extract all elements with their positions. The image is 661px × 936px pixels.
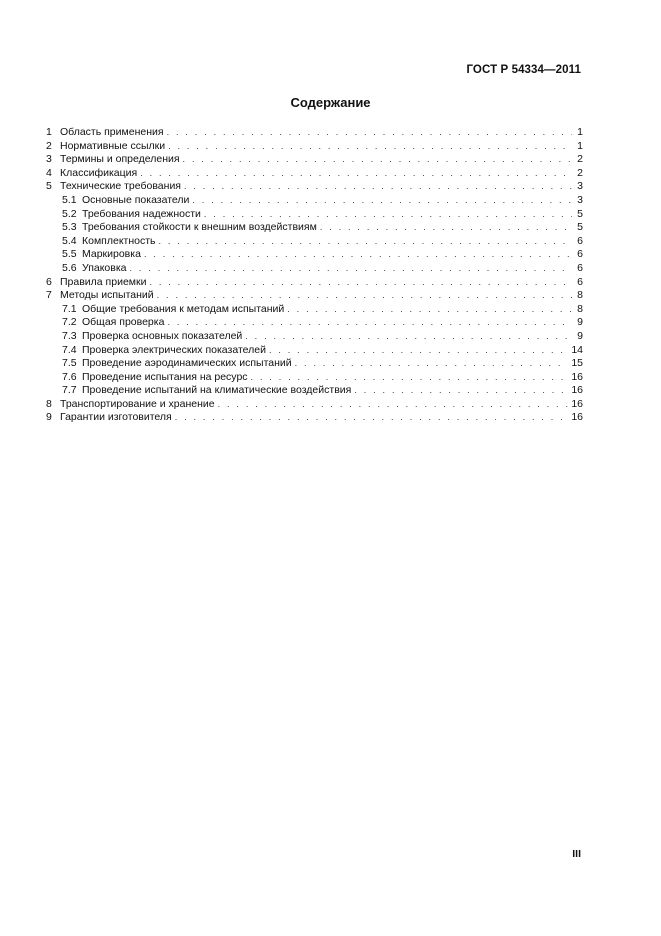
standard-code: ГОСТ Р 54334—2011 [466, 64, 581, 76]
dot-leader [184, 180, 572, 194]
toc-title: Содержание [290, 95, 371, 110]
toc-entry-number: 5.1 [62, 193, 77, 206]
dot-leader [130, 262, 572, 276]
toc-entry-label: Транспортирование и хранение [60, 397, 215, 410]
toc-entry-page: 16 [571, 384, 583, 397]
toc-entry-number: 5.2 [62, 207, 77, 220]
toc-entry-number: 2 [46, 139, 52, 152]
dot-leader [167, 126, 572, 140]
toc-entry-page: 2 [577, 153, 583, 166]
table-of-contents [46, 126, 583, 425]
toc-entry[interactable] [46, 221, 583, 235]
toc-entry[interactable] [46, 248, 583, 262]
dot-leader [183, 153, 572, 167]
toc-entry-label: Требования стойкости к внешним воздействиям [82, 221, 317, 234]
toc-entry[interactable] [46, 262, 583, 276]
dot-leader [320, 221, 572, 235]
toc-entry-label: Общие требования к методам испытаний [82, 302, 285, 315]
toc-entry-page: 16 [571, 397, 583, 410]
toc-entry-page: 9 [577, 329, 583, 342]
toc-entry-number: 4 [46, 166, 52, 179]
dot-leader [175, 411, 569, 425]
toc-entry-page: 1 [577, 139, 583, 152]
toc-entry-page: 16 [571, 411, 583, 424]
dot-leader [157, 289, 572, 303]
toc-entry-page: 16 [571, 370, 583, 383]
dot-leader [269, 344, 568, 358]
toc-entry-page: 6 [577, 261, 583, 274]
toc-entry[interactable] [46, 140, 583, 154]
toc-entry-number: 9 [46, 411, 52, 424]
toc-entry[interactable] [46, 180, 583, 194]
toc-entry-number: 1 [46, 126, 52, 138]
toc-entry[interactable] [46, 126, 583, 140]
toc-entry[interactable] [46, 344, 583, 358]
toc-entry-label: Область применения [60, 126, 164, 138]
toc-entry[interactable] [46, 235, 583, 249]
toc-entry[interactable] [46, 303, 583, 317]
toc-entry-label: Проведение испытания на ресурс [82, 370, 248, 383]
toc-entry-page: 8 [577, 289, 583, 302]
toc-entry-number: 5.6 [62, 261, 77, 274]
toc-entry[interactable] [46, 330, 583, 344]
toc-entry-number: 5.4 [62, 234, 77, 247]
toc-entry-number: 5.5 [62, 248, 77, 261]
toc-entry-page: 9 [577, 316, 583, 329]
toc-entry[interactable] [46, 384, 583, 398]
toc-entry-page: 5 [577, 221, 583, 234]
toc-entry[interactable] [46, 289, 583, 303]
toc-entry-number: 8 [46, 397, 52, 410]
dot-leader [204, 208, 572, 222]
toc-entry-number: 5.3 [62, 221, 77, 234]
toc-entry[interactable] [46, 398, 583, 412]
toc-entry-number: 7.5 [62, 357, 77, 370]
toc-entry-label: Проверка основных показателей [82, 329, 243, 342]
toc-entry-number: 7.7 [62, 384, 77, 397]
toc-entry[interactable] [46, 153, 583, 167]
page-folio: III [572, 848, 581, 860]
toc-entry[interactable] [46, 411, 583, 425]
toc-entry-label: Правила приемки [60, 275, 147, 288]
toc-entry-page: 8 [577, 302, 583, 315]
dot-leader [167, 316, 572, 330]
toc-entry[interactable] [46, 167, 583, 181]
toc-entry-number: 7.4 [62, 343, 77, 356]
toc-entry-label: Классификация [60, 166, 138, 179]
dot-leader [192, 194, 572, 208]
toc-entry-number: 3 [46, 153, 52, 166]
toc-entry-label: Технические требования [60, 180, 181, 193]
toc-entry-label: Основные показатели [82, 193, 190, 206]
dot-leader [354, 384, 568, 398]
toc-entry-page: 15 [571, 357, 583, 370]
dot-leader [245, 330, 572, 344]
toc-entry-label: Проведение испытаний на климатические воздействия [82, 384, 352, 397]
toc-entry[interactable] [46, 371, 583, 385]
dot-leader [295, 357, 569, 371]
toc-entry-page: 1 [577, 126, 583, 138]
toc-entry-number: 7.2 [62, 316, 77, 329]
toc-entry-page: 14 [571, 343, 583, 356]
toc-entry-label: Гарантии изготовителя [60, 411, 172, 424]
toc-entry-number: 7.3 [62, 329, 77, 342]
toc-entry[interactable] [46, 276, 583, 290]
toc-entry-label: Общая проверка [82, 316, 165, 329]
dot-leader [149, 276, 572, 290]
toc-entry-label: Термины и определения [60, 153, 180, 166]
toc-entry-label: Нормативные ссылки [60, 139, 166, 152]
toc-entry[interactable] [46, 194, 583, 208]
toc-entry-page: 6 [577, 234, 583, 247]
toc-entry-number: 7.6 [62, 370, 77, 383]
toc-entry-label: Упаковка [82, 261, 127, 274]
toc-entry-page: 3 [577, 180, 583, 193]
toc-entry[interactable] [46, 316, 583, 330]
toc-entry-label: Проведение аэродинамических испытаний [82, 357, 292, 370]
toc-entry-page: 5 [577, 207, 583, 220]
toc-entry-page: 2 [577, 166, 583, 179]
toc-entry-page: 3 [577, 193, 583, 206]
dot-leader [168, 140, 572, 154]
dot-leader [144, 248, 572, 262]
dot-leader [218, 398, 569, 412]
toc-entry-label: Комплектность [82, 234, 156, 247]
toc-entry-number: 5 [46, 180, 52, 193]
toc-entry-number: 6 [46, 275, 52, 288]
toc-entry-number: 7.1 [62, 302, 77, 315]
toc-entry[interactable] [46, 357, 583, 371]
toc-entry-label: Проверка электрических показателей [82, 343, 266, 356]
toc-entry-page: 6 [577, 275, 583, 288]
toc-entry-page: 6 [577, 248, 583, 261]
dot-leader [287, 303, 572, 317]
toc-entry-label: Маркировка [82, 248, 141, 261]
dot-leader [140, 167, 572, 181]
toc-entry-label: Требования надежности [82, 207, 201, 220]
toc-entry-number: 7 [46, 289, 52, 302]
dot-leader [251, 371, 569, 385]
toc-entry-label: Методы испытаний [60, 289, 154, 302]
toc-entry[interactable] [46, 208, 583, 222]
dot-leader [159, 235, 572, 249]
